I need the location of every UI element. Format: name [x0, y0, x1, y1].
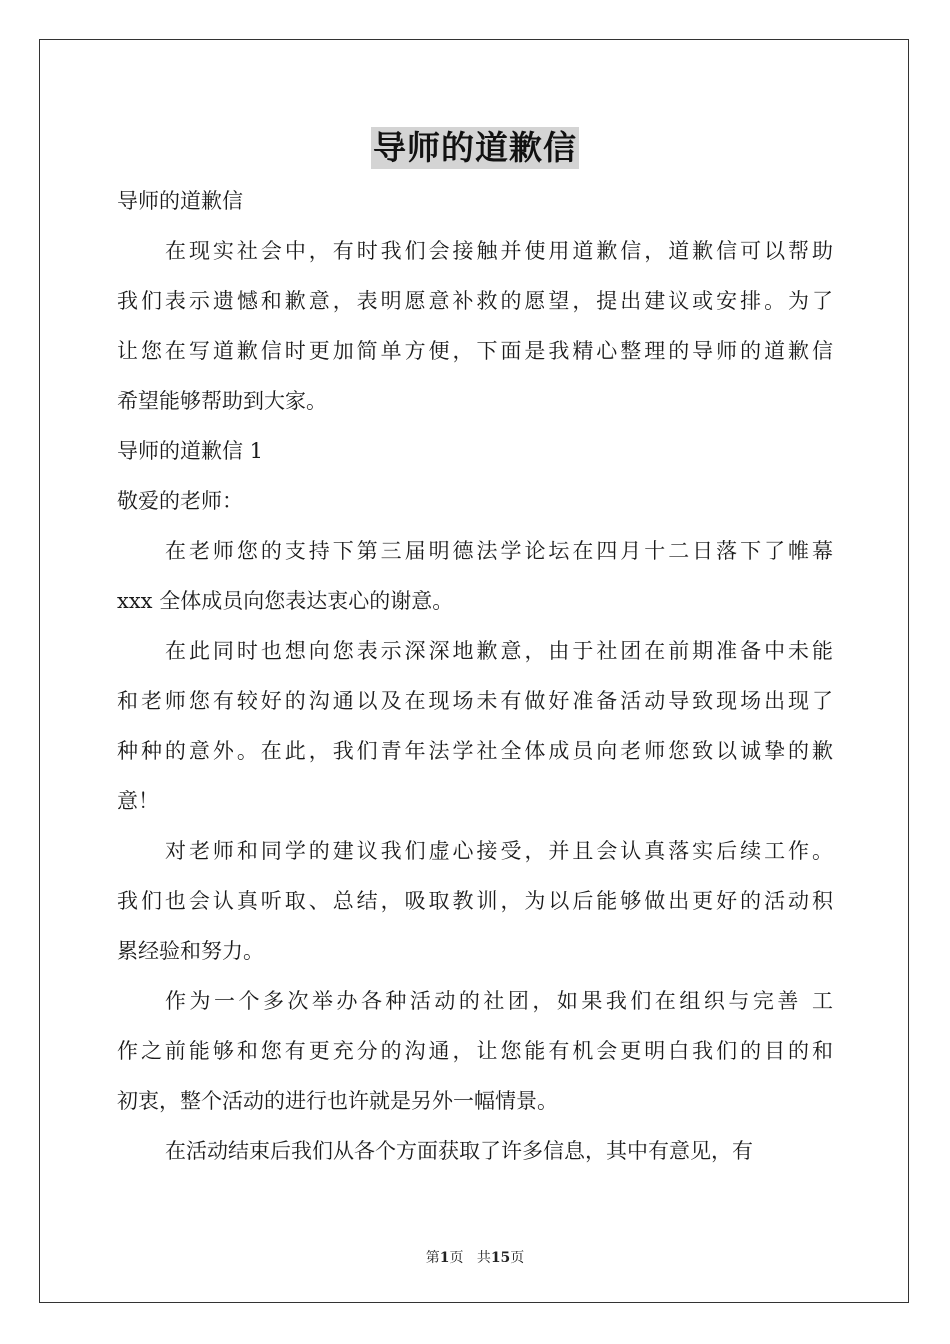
- page-label-suffix: 页: [449, 1250, 464, 1266]
- text-line: 作为一个多次举办各种活动的社团，如果我们在组织与完善 工: [165, 989, 833, 1013]
- text-line: 在活动结束后我们从各个方面获取了许多信息，其中有意见，有: [165, 1139, 753, 1163]
- text-line: 我们也会认真听取、总结，吸取教训，为以后能够做出更好的活动积: [117, 889, 833, 913]
- text-line: 我们表示遗憾和歉意，表明愿意补救的愿望，提出建议或安排。为了: [117, 289, 833, 313]
- page-label-prefix: 第: [425, 1250, 440, 1266]
- text-line: 在现实社会中，有时我们会接触并使用道歉信，道歉信可以帮助: [165, 239, 833, 263]
- text-line: 初衷，整个活动的进行也许就是另外一幅情景。: [117, 1089, 558, 1113]
- text-line: xxx 全体成员向您表达衷心的谢意。: [117, 589, 454, 613]
- paragraph: [117, 426, 833, 476]
- text-line: 让您在写道歉信时更加简单方便，下面是我精心整理的导师的道歉信: [117, 339, 833, 363]
- text-line: 希望能够帮助到大家。: [117, 389, 327, 413]
- total-label-suffix: 页: [510, 1250, 525, 1266]
- text-line: 导师的道歉信: [117, 189, 243, 213]
- paragraph: [117, 976, 833, 1126]
- text-line: 敬爱的老师：: [117, 489, 243, 513]
- title-wrap: [0, 127, 950, 169]
- document-body: [117, 176, 833, 1176]
- text-line: 累经验和努力。: [117, 939, 264, 963]
- paragraph: [117, 826, 833, 976]
- text-line: 导师的道歉信 1: [117, 439, 264, 463]
- text-line: 对老师和同学的建议我们虚心接受，并且会认真落实后续工作。: [165, 839, 833, 863]
- page-footer: [0, 1248, 950, 1268]
- paragraph: [117, 176, 833, 226]
- text-line: 作之前能够和您有更充分的沟通，让您能有机会更明白我们的目的和: [117, 1039, 833, 1063]
- text-line: 意！: [117, 789, 159, 813]
- text-line: 和老师您有较好的沟通以及在现场未有做好准备活动导致现场出现了: [117, 689, 833, 713]
- document-title: 导师的道歉信: [373, 128, 577, 167]
- paragraph: [117, 626, 833, 826]
- paragraph: [117, 476, 833, 526]
- total-pages-number: 15: [490, 1250, 511, 1266]
- paragraph: [117, 526, 833, 626]
- text-line: 在老师您的支持下第三届明德法学论坛在四月十二日落下了帷幕: [165, 539, 833, 563]
- text-line: 种种的意外。在此，我们青年法学社全体成员向老师您致以诚挚的歉: [117, 739, 833, 763]
- paragraph: [117, 226, 833, 426]
- text-line: 在此同时也想向您表示深深地歉意，由于社团在前期准备中未能: [165, 639, 833, 663]
- paragraph: [117, 1126, 833, 1176]
- total-label-prefix: 共: [476, 1250, 491, 1266]
- current-page-number: 1: [439, 1250, 450, 1266]
